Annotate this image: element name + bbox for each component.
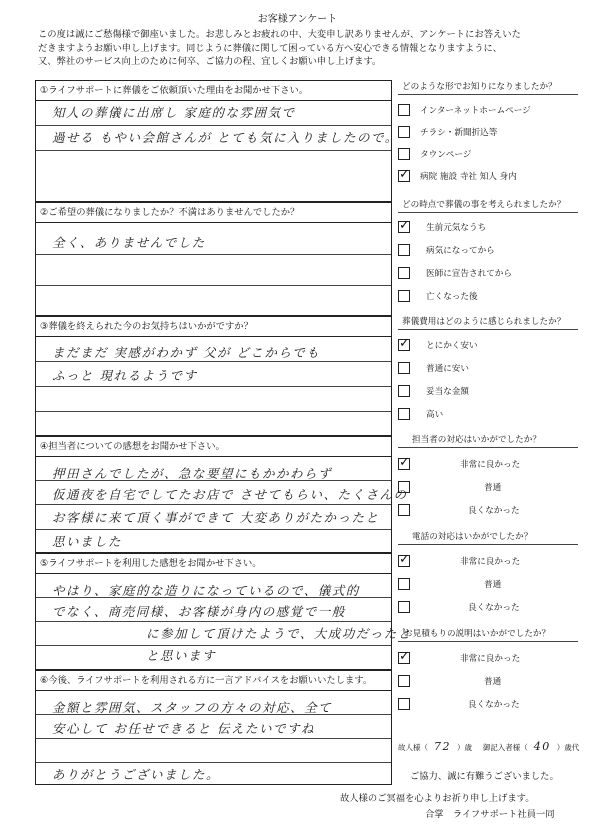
checkbox-timing-4[interactable] xyxy=(398,290,410,302)
check-mark-icon: ✓ xyxy=(399,336,410,351)
answer-line[interactable] xyxy=(36,286,391,316)
option-label: チラシ・新聞折込等 xyxy=(420,128,498,138)
option-label: 高い xyxy=(426,410,444,420)
checkbox-timing-1[interactable] xyxy=(398,218,410,233)
deceased-age-unit: ）歳 xyxy=(457,743,472,752)
checkbox-phone-3[interactable] xyxy=(398,601,410,613)
option-label: 非常に良かった xyxy=(460,460,521,470)
option-label: 病院 施設 寺社 知人 身内 xyxy=(420,172,517,182)
answer-line[interactable]: 安心して お任せできると 伝えたいですね xyxy=(36,715,391,739)
checkbox-phone-2[interactable] xyxy=(398,578,410,590)
intro-line: 又、弊社のサービス向上のために何卒、ご協力の程、宜しくお願い申し上げます。 xyxy=(38,56,382,68)
checkbox-estimate-3[interactable] xyxy=(398,698,410,710)
option-label: 生前元気なうち xyxy=(426,223,487,233)
side-question-phone: 電話の対応はいかがでしたか？ xyxy=(412,532,533,542)
checkbox-internet[interactable] xyxy=(398,104,410,116)
answer-line[interactable]: 思いました xyxy=(52,534,123,549)
answer-line[interactable] xyxy=(36,387,391,412)
option-label: タウンページ xyxy=(420,150,472,160)
writer-age-label: 御記入者様（ xyxy=(482,743,528,752)
checkbox-staff-1[interactable] xyxy=(398,455,410,470)
answer-line[interactable]: やはり、家庭的な造りになっているので、儀式的 xyxy=(36,574,391,598)
option-label: 亡くなった後 xyxy=(426,292,478,302)
answer-line[interactable]: ふっと 現れるようです xyxy=(36,362,391,387)
footer-condolence: 故人様のご冥福を心よりお祈り申し上げます。 xyxy=(340,793,535,804)
underline xyxy=(398,212,578,213)
intro-line: だきますようお願い申し上げます。同じように葬儀に関して困っている方へ安心できる情報となりますように、 xyxy=(38,42,503,54)
check-mark-icon: ✓ xyxy=(399,167,410,182)
answer-line[interactable] xyxy=(36,412,391,435)
underline xyxy=(398,447,578,448)
answer-line[interactable]: まだまだ 実感がわかず 父が どこからでも xyxy=(36,337,391,362)
option-label: とにかく安い xyxy=(426,341,478,351)
deceased-age-label: 故人様（ xyxy=(398,743,428,752)
option-label: 良くなかった xyxy=(468,603,520,613)
option-label: 病気になってから xyxy=(426,246,495,256)
answer-line[interactable]: ありがとうございました。 xyxy=(52,767,221,782)
section-5 xyxy=(35,553,412,670)
checkbox-flyer[interactable] xyxy=(398,126,410,138)
intro-line: この度は誠にご愁傷様で御座いました。お悲しみとお疲れの中、大変申し訳ありませんが、アンケートにお答えいた xyxy=(38,29,521,40)
answer-line[interactable]: 全く、ありませんでした xyxy=(36,223,391,255)
side-question-cost: 葬儀費用はどのように感じられましたか？ xyxy=(402,317,566,327)
section-question: ⑥今後、ライフサポートを利用される方に一言アドバイスをお願いいたします。 xyxy=(36,671,391,691)
deceased-age-row xyxy=(398,740,579,753)
answer-line[interactable]: と思います xyxy=(146,648,217,663)
checkbox-estimate-2[interactable] xyxy=(398,675,410,687)
answer-line[interactable]: でなく、商売同様、お客様が身内の感覚で一般 xyxy=(36,598,391,622)
writer-age-value[interactable]: 40 xyxy=(533,740,551,753)
option-label: 普通 xyxy=(484,677,502,687)
answer-line[interactable]: 知人の葬儀に出席し 家庭的な雰囲気で xyxy=(36,101,391,126)
writer-age-unit: ）歳代 xyxy=(556,743,580,752)
option-label: 良くなかった xyxy=(468,506,520,516)
thanks-text: ご協力、誠に有難うございました。 xyxy=(410,771,559,782)
section-question: ⑤ライフサポートを利用した感想をお聞かせ下さい。 xyxy=(36,554,391,574)
option-label: 普通 xyxy=(484,580,502,590)
deceased-age-value[interactable]: 72 xyxy=(434,740,451,753)
side-question-timing: どの時点で葬儀の事を考えられましたか？ xyxy=(402,200,566,210)
checkbox-phone-1[interactable] xyxy=(398,552,410,567)
section-question: ④担当者についての感想をお聞かせ下さい。 xyxy=(36,437,391,457)
side-question-estimate: お見積もりの説明はいかがでしたか？ xyxy=(404,629,551,639)
answer-line[interactable] xyxy=(36,151,391,200)
answer-line[interactable]: 金額と雰囲気、スタッフの方々の対応、全て xyxy=(36,691,391,715)
check-mark-icon: ✓ xyxy=(399,552,410,567)
underline xyxy=(398,641,578,642)
section-question: ②ご希望の葬儀になりましたか？不満はありませんでしたか？ xyxy=(36,203,391,223)
answer-line[interactable]: 押田さんでしたが、急な要望にもかかわらず xyxy=(36,457,391,481)
checkbox-cost-3[interactable] xyxy=(398,385,410,397)
option-label: 妥当な金額 xyxy=(426,387,469,397)
page-title: お客様アンケート xyxy=(257,14,338,25)
option-label: インターネットホームページ xyxy=(420,106,531,116)
checkbox-timing-3[interactable] xyxy=(398,267,410,279)
side-question-staff: 担当者の対応はいかがでしたか？ xyxy=(412,435,541,445)
intro-text xyxy=(38,28,578,69)
section-question: ①ライフサポートに葬儀をご依頼頂いた理由をお聞かせ下さい。 xyxy=(36,81,391,101)
checkbox-cost-1[interactable] xyxy=(398,336,410,351)
answer-line[interactable]: 仮通夜を自宅でしてたお店で させてもらい、たくさんの xyxy=(36,481,391,505)
checkbox-estimate-1[interactable] xyxy=(398,649,410,664)
option-label: 良くなかった xyxy=(468,700,520,710)
check-mark-icon: ✓ xyxy=(399,455,410,470)
side-question-source: どのような形でお知りになりましたか？ xyxy=(402,82,557,92)
answer-line[interactable] xyxy=(36,255,391,286)
underline xyxy=(398,94,578,95)
option-label: 普通に安い xyxy=(426,364,469,374)
answer-line[interactable]: お客様に来て頂く事ができて 大変ありがたかったと xyxy=(36,505,391,530)
section-question: ③葬儀を終えられた今のお気持ちはいかがですか？ xyxy=(36,317,391,337)
section-2 xyxy=(35,202,392,316)
option-label: 普通 xyxy=(484,483,502,493)
option-label: 非常に良かった xyxy=(460,654,521,664)
underline xyxy=(398,329,578,330)
checkbox-townpage[interactable] xyxy=(398,148,410,160)
check-mark-icon: ✓ xyxy=(399,649,410,664)
answer-line[interactable]: に参加して頂けたようで、大成功だったと xyxy=(36,622,391,646)
underline xyxy=(398,544,578,545)
answer-line[interactable]: 過せる もやい会館さんが とても気に入りましたので。 xyxy=(36,126,391,151)
checkbox-cost-4[interactable] xyxy=(398,408,410,420)
option-label: 医師に宣告されてから xyxy=(426,269,512,279)
checkbox-staff-3[interactable] xyxy=(398,504,410,516)
check-mark-icon: ✓ xyxy=(399,218,410,233)
section-6 xyxy=(35,670,392,785)
answer-line[interactable] xyxy=(36,739,391,763)
checkbox-staff-2[interactable] xyxy=(398,481,410,493)
section-4 xyxy=(35,436,408,553)
checkbox-cost-2[interactable] xyxy=(398,362,410,374)
footer-signature: 合掌 ライフサポート社員一同 xyxy=(425,809,555,820)
section-3 xyxy=(35,316,392,436)
checkbox-referral[interactable] xyxy=(398,167,410,182)
option-label: 非常に良かった xyxy=(460,557,521,567)
checkbox-timing-2[interactable] xyxy=(398,244,410,256)
section-1 xyxy=(35,80,399,202)
